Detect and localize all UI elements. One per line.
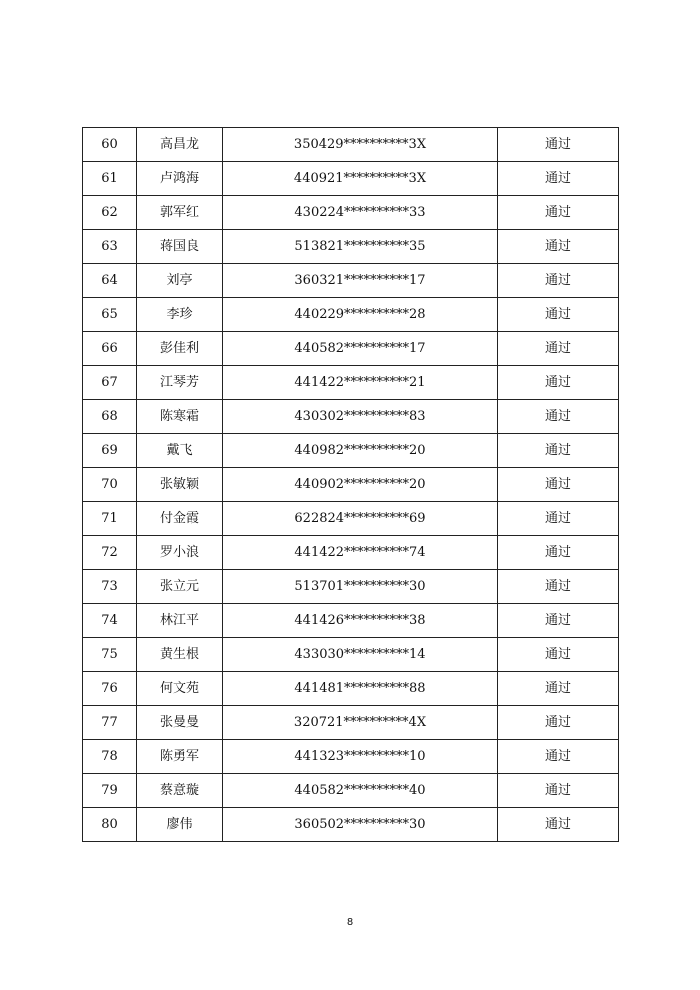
table-row [83, 400, 619, 434]
result-cell: 通过 [498, 128, 619, 162]
id-number-cell: 440982**********20 [223, 434, 498, 468]
results-table-container [82, 127, 618, 842]
id-number-cell: 350429**********3X [223, 128, 498, 162]
name-cell: 黄生根 [137, 638, 223, 672]
result-cell: 通过 [498, 536, 619, 570]
row-number-cell: 73 [83, 570, 137, 604]
id-number-cell: 441422**********21 [223, 366, 498, 400]
table-row [83, 604, 619, 638]
id-number-cell: 440582**********17 [223, 332, 498, 366]
row-number-cell: 68 [83, 400, 137, 434]
result-cell: 通过 [498, 332, 619, 366]
result-cell: 通过 [498, 808, 619, 842]
row-number-cell: 80 [83, 808, 137, 842]
row-number-cell: 79 [83, 774, 137, 808]
row-number-cell: 61 [83, 162, 137, 196]
row-number-cell: 66 [83, 332, 137, 366]
name-cell: 张曼曼 [137, 706, 223, 740]
page-number: 8 [346, 917, 354, 928]
result-cell: 通过 [498, 502, 619, 536]
table-row [83, 502, 619, 536]
name-cell: 廖伟 [137, 808, 223, 842]
row-number-cell: 64 [83, 264, 137, 298]
result-cell: 通过 [498, 230, 619, 264]
row-number-cell: 76 [83, 672, 137, 706]
result-cell: 通过 [498, 740, 619, 774]
row-number-cell: 60 [83, 128, 137, 162]
id-number-cell: 441426**********38 [223, 604, 498, 638]
name-cell: 戴飞 [137, 434, 223, 468]
result-cell: 通过 [498, 672, 619, 706]
name-cell: 彭佳利 [137, 332, 223, 366]
row-number-cell: 70 [83, 468, 137, 502]
table-row [83, 468, 619, 502]
id-number-cell: 433030**********14 [223, 638, 498, 672]
table-row [83, 196, 619, 230]
table-row [83, 638, 619, 672]
row-number-cell: 78 [83, 740, 137, 774]
results-table [82, 127, 619, 842]
id-number-cell: 513821**********35 [223, 230, 498, 264]
result-cell: 通过 [498, 434, 619, 468]
row-number-cell: 63 [83, 230, 137, 264]
row-number-cell: 69 [83, 434, 137, 468]
table-row [83, 570, 619, 604]
table-row [83, 672, 619, 706]
name-cell: 蒋国良 [137, 230, 223, 264]
table-row [83, 128, 619, 162]
result-cell: 通过 [498, 298, 619, 332]
row-number-cell: 72 [83, 536, 137, 570]
result-cell: 通过 [498, 638, 619, 672]
row-number-cell: 77 [83, 706, 137, 740]
name-cell: 陈勇军 [137, 740, 223, 774]
result-cell: 通过 [498, 264, 619, 298]
name-cell: 张敏颖 [137, 468, 223, 502]
name-cell: 陈寒霜 [137, 400, 223, 434]
id-number-cell: 440902**********20 [223, 468, 498, 502]
table-row [83, 774, 619, 808]
name-cell: 付金霞 [137, 502, 223, 536]
id-number-cell: 441481**********88 [223, 672, 498, 706]
table-row [83, 162, 619, 196]
table-row [83, 434, 619, 468]
name-cell: 卢鸿海 [137, 162, 223, 196]
result-cell: 通过 [498, 706, 619, 740]
id-number-cell: 360321**********17 [223, 264, 498, 298]
id-number-cell: 513701**********30 [223, 570, 498, 604]
table-row [83, 740, 619, 774]
table-row [83, 536, 619, 570]
row-number-cell: 75 [83, 638, 137, 672]
name-cell: 李珍 [137, 298, 223, 332]
id-number-cell: 430302**********83 [223, 400, 498, 434]
result-cell: 通过 [498, 604, 619, 638]
name-cell: 林江平 [137, 604, 223, 638]
id-number-cell: 440229**********28 [223, 298, 498, 332]
results-table-body [83, 128, 619, 842]
id-number-cell: 440582**********40 [223, 774, 498, 808]
result-cell: 通过 [498, 400, 619, 434]
id-number-cell: 320721**********4X [223, 706, 498, 740]
row-number-cell: 62 [83, 196, 137, 230]
row-number-cell: 67 [83, 366, 137, 400]
name-cell: 高昌龙 [137, 128, 223, 162]
name-cell: 江琴芳 [137, 366, 223, 400]
id-number-cell: 441323**********10 [223, 740, 498, 774]
table-row [83, 706, 619, 740]
id-number-cell: 441422**********74 [223, 536, 498, 570]
result-cell: 通过 [498, 196, 619, 230]
table-row [83, 298, 619, 332]
row-number-cell: 71 [83, 502, 137, 536]
id-number-cell: 622824**********69 [223, 502, 498, 536]
id-number-cell: 440921**********3X [223, 162, 498, 196]
result-cell: 通过 [498, 162, 619, 196]
row-number-cell: 65 [83, 298, 137, 332]
name-cell: 蔡意璇 [137, 774, 223, 808]
name-cell: 张立元 [137, 570, 223, 604]
id-number-cell: 360502**********30 [223, 808, 498, 842]
result-cell: 通过 [498, 366, 619, 400]
table-row [83, 264, 619, 298]
name-cell: 罗小浪 [137, 536, 223, 570]
table-row [83, 230, 619, 264]
result-cell: 通过 [498, 774, 619, 808]
table-row [83, 366, 619, 400]
table-row [83, 808, 619, 842]
name-cell: 何文苑 [137, 672, 223, 706]
result-cell: 通过 [498, 468, 619, 502]
row-number-cell: 74 [83, 604, 137, 638]
name-cell: 刘亭 [137, 264, 223, 298]
name-cell: 郭军红 [137, 196, 223, 230]
result-cell: 通过 [498, 570, 619, 604]
id-number-cell: 430224**********33 [223, 196, 498, 230]
table-row [83, 332, 619, 366]
